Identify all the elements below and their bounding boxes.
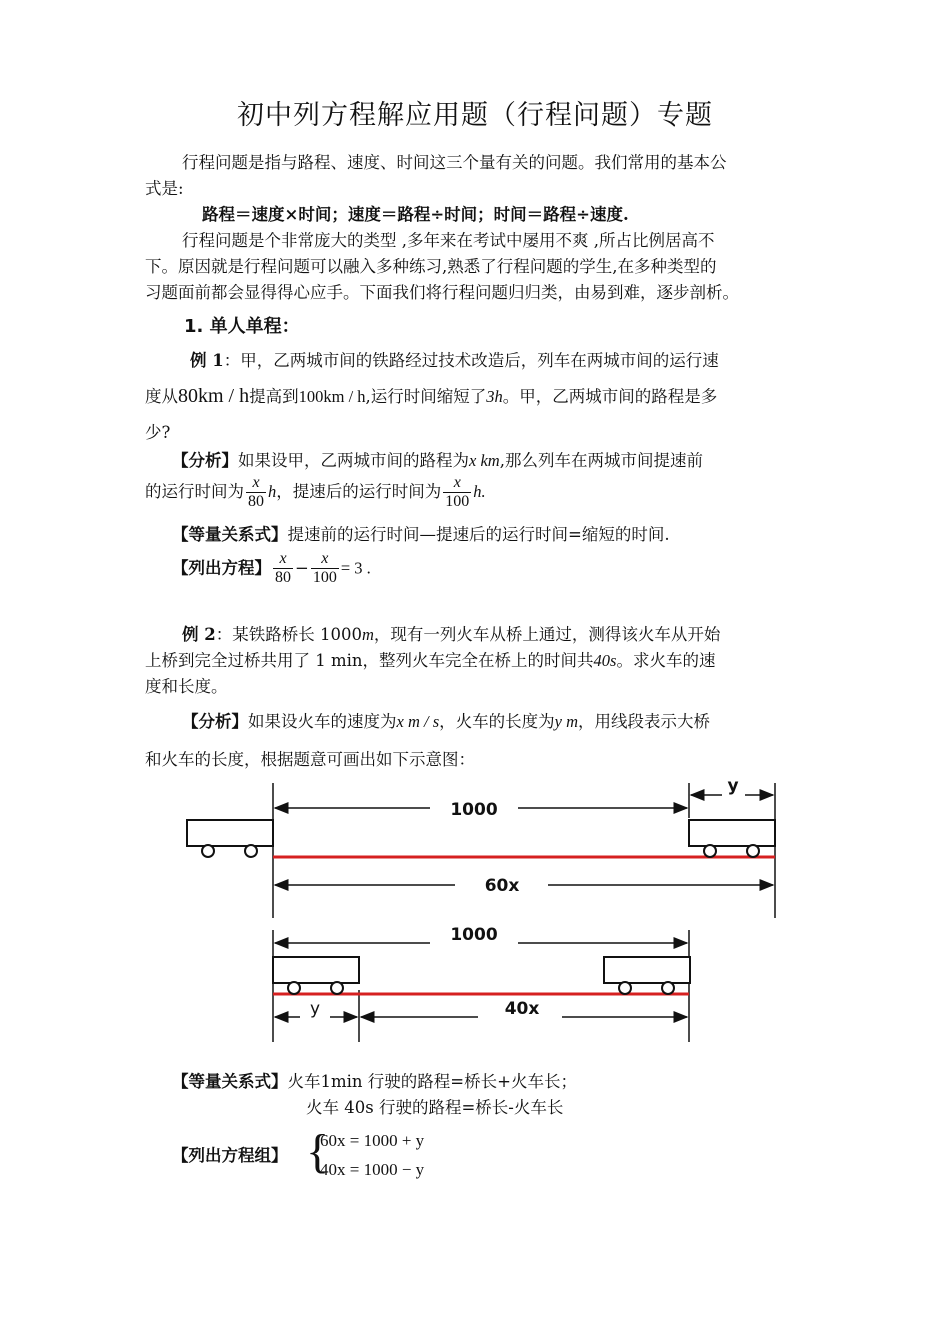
example-2-relation-line-2: 火车 40s 行驶的路程=桥长-火车长 (306, 1098, 564, 1117)
example-1-relation: 【等量关系式】提速前的运行时间—提速后的运行时间=缩短的时间. (172, 525, 670, 544)
example-2-label: 例 2 (182, 625, 216, 644)
train-right-bottom (604, 957, 690, 994)
example-1-analysis-line-1: 【分析】如果设甲，乙两城市间的路程为x km,那么列车在两城市间提速前 (172, 451, 703, 470)
example-1-equation: 【列出方程】 $\frac{x}{80}$ − $\frac{x}{100}$ = 3 . (172, 550, 371, 586)
intro-line-2: 式是: (145, 179, 184, 198)
top-total-distance-label: 60x (484, 876, 520, 896)
example-1-line-2: 度从80km / h提高到100km / h,运行时间缩短了3h。甲，乙两城市间的路程是多 (145, 385, 718, 407)
system-equation-1: 60x = 1000 + y (320, 1131, 425, 1150)
train-left-top (187, 820, 273, 857)
example-2-analysis-line-1: 【分析】如果设火车的速度为x m / s，火车的长度为y m，用线段表示大桥 (182, 712, 710, 731)
intro-formula: 路程＝速度×时间；速度＝路程÷时间；时间＝路程÷速度. (202, 205, 629, 224)
train-left-bottom (273, 957, 359, 994)
page-title: 初中列方程解应用题（行程问题）专题 (237, 100, 713, 131)
bottom-total-distance-label: 40x (504, 999, 540, 1019)
example-1-line-3: 少? (145, 423, 171, 442)
intro-line-1: 行程问题是指与路程、速度、时间这三个量有关的问题。我们常用的基本公 (182, 153, 727, 172)
example-2-line-2: 上桥到完全过桥共用了 1 min，整列火车完全在桥上的时间共40s。求火车的速 (145, 651, 716, 670)
top-diagram (187, 776, 775, 918)
fraction-x-over-80: $\frac{x}{80}$ (248, 474, 264, 510)
time-saved: 3h (486, 387, 503, 406)
example-2-line-1: 例 2：某铁路桥长 1000m，现有一列火车从桥上通过，测得该火车从开始 (182, 625, 721, 644)
example-1-label: 例 1 (190, 351, 224, 370)
top-train-length-label: y (727, 776, 739, 796)
speed-before: 80km / h (178, 385, 250, 407)
bottom-diagram (273, 925, 690, 1042)
system-brace: { (306, 1125, 330, 1178)
bottom-bridge-label: 1000 (450, 925, 498, 945)
intro-para2-line-1: 行程问题是个非常庞大的类型 ,多年来在考试中屡用不爽 ,所占比例居高不 (182, 231, 715, 250)
speed-after: 100km / h (298, 387, 366, 406)
example-2-line-3: 度和长度。 (145, 677, 228, 696)
example-1-analysis-line-2: 的运行时间为 $\frac{x}{80}$ h，提速后的运行时间为 $\frac{x}{100}$ h. (145, 474, 486, 510)
example-2-system-label: 【列出方程组】 (172, 1146, 288, 1165)
fraction-x-over-100: $\frac{x}{100}$ (445, 474, 470, 510)
example-1-line-1: 例 1：甲，乙两城市间的铁路经过技术改造后，列车在两城市间的运行速 (190, 351, 719, 370)
intro-para2-line-3: 习题面前都会显得得心应手。下面我们将行程问题归归类，由易到难，逐步剖析。 (145, 283, 739, 302)
train-right-top (689, 820, 775, 857)
bottom-train-length-label: y (309, 999, 321, 1019)
top-bridge-label: 1000 (450, 800, 498, 820)
intro-para2-line-2: 下。原因就是行程问题可以融入多种练习,熟悉了行程问题的学生,在多种类型的 (145, 257, 717, 276)
system-equation-2: 40x = 1000 − y (320, 1160, 425, 1179)
example-2-analysis-line-2: 和火车的长度，根据题意可画出如下示意图： (145, 750, 475, 769)
section-1-heading: 1. 单人单程： (184, 316, 300, 337)
example-2-relation-line-1: 【等量关系式】火车1min 行驶的路程=桥长+火车长； (172, 1072, 577, 1091)
